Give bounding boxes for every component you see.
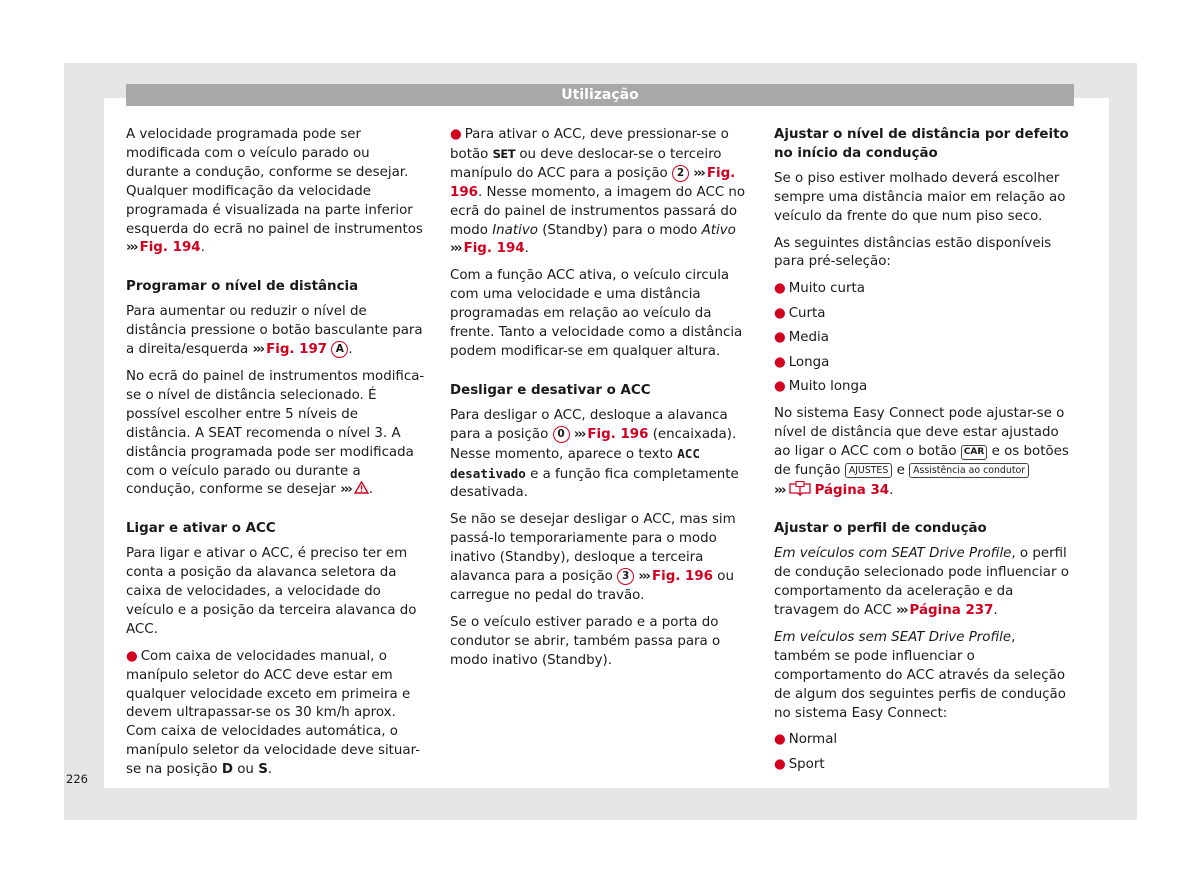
bullet-icon: ● [450, 127, 462, 142]
figure-link[interactable]: Fig. 196 [651, 569, 713, 585]
paragraph-text: e a função fica completamente desativada. [450, 466, 739, 501]
paragraph-text: ou deve deslocar-se o terceiro manípulo do ACC para a posição [450, 146, 722, 181]
italic-text: Em veículos com SEAT Drive Profile [774, 546, 1012, 562]
paragraph: No sistema Easy Connect pode ajustar-se o nível de distância que deve estar ajustado ao ligar o ACC com o botão CAR e os botões de função AJUSTES e Assistência ao condutor ››› Página 34. [774, 405, 1069, 498]
paragraph-text: ou carregue no pedal do travão. [450, 569, 734, 603]
column-3 [774, 126, 1074, 780]
figure-link[interactable]: Fig. 194 [139, 240, 201, 256]
paragraph-text: Com caixa de velocidades manual, o manípulo seletor do ACC deve estar em qualquer velocidade exceto em primeira e devem ultrapassar-se os 30 km/h aprox. Com caixa de velocidades automática, o manípulo seletor da velocidade deve situar-se na posição [126, 648, 421, 778]
list-item-label: Normal [788, 732, 838, 748]
section-header: Utilização [126, 84, 1074, 106]
ref-arrows-icon: ››› [450, 241, 461, 257]
paragraph-text: A velocidade programada pode ser modificada com o veículo parado ou durante a condução, conforme se desejar. Qualquer modificação da velocidade programada é visualizada na parte inferior esquerda do ecrã no painel de instrumentos [126, 127, 423, 237]
section-heading: Ajustar o nível de distância por defeito no início da condução [774, 127, 1069, 161]
ref-arrows-icon: ››› [573, 426, 585, 442]
mode-name: Inativo [492, 222, 538, 238]
paragraph-text: e os botões de função [774, 443, 1069, 478]
bullet-icon: ● [774, 305, 786, 321]
figure-link[interactable]: Fig. 197 [266, 342, 328, 358]
paragraph-text: (encaixada). Nesse momento, aparece o texto [450, 426, 737, 462]
list-item [774, 756, 1074, 775]
list-item [774, 731, 1074, 750]
list-item [774, 354, 1074, 373]
page-number: 226 [66, 772, 88, 786]
paragraph-text: Para desligar o ACC, desloque a alavanca para a posição [450, 407, 728, 442]
paragraph-text: (Standby) para o modo [542, 222, 698, 238]
bullet-icon: ● [774, 354, 786, 370]
list-item-label: Muito curta [788, 281, 865, 297]
ref-arrows-icon: ››› [895, 603, 907, 619]
paragraph: As seguintes distâncias estão disponíveis para pré-seleção: [774, 235, 1052, 270]
paragraph: No ecrã do painel de instrumentos modifica-se o nível de distância selecionado. É possível escolher entre 5 níveis de distância. A SEAT recomenda o nível 3. A distância programada pode ser modificada com o veículo parado ou durante a condução, conforme se desejar ››› . [126, 368, 425, 498]
list-item-label: Muito longa [788, 378, 868, 394]
callout-circle: 2 [672, 165, 689, 182]
section-heading: Desligar e desativar o ACC [450, 382, 651, 398]
bullet-icon: ● [774, 281, 786, 297]
distance-list [774, 280, 1074, 397]
column-2 [450, 126, 750, 679]
column-1 [126, 126, 426, 788]
paragraph: Se o piso estiver molhado deverá escolher sempre uma distância maior em relação ao veículo da frente do que num piso seco. [774, 170, 1066, 224]
bullet-paragraph: ● Com caixa de velocidades manual, o manípulo seletor do ACC deve estar em qualquer velocidade exceto em primeira e devem ultrapassar-se os 30 km/h aprox. Com caixa de velocidades automática, o manípulo seletor da velocidade deve situar-se na posição D ou S. [126, 648, 421, 778]
connector-text: e [896, 462, 905, 478]
set-key: SET [492, 146, 516, 161]
ref-arrows-icon: ››› [252, 342, 264, 358]
paragraph [450, 407, 750, 504]
page-link[interactable]: Página 34 [814, 482, 890, 498]
connector-text: ou [237, 762, 254, 778]
page-link[interactable]: Página 237 [909, 603, 994, 619]
list-item-label: Sport [788, 756, 825, 772]
callout-circle: 0 [553, 426, 570, 443]
list-item-label: Curta [788, 305, 826, 321]
list-item-label: Media [788, 330, 829, 346]
warning-icon[interactable] [354, 481, 369, 494]
list-item [774, 305, 1074, 324]
ref-arrows-icon: ››› [126, 240, 137, 256]
paragraph-text: Para ativar o ACC, deve pressionar-se o botão [450, 127, 729, 162]
mode-name: Ativo [701, 222, 736, 238]
list-item [774, 329, 1074, 348]
section-heading: Ajustar o perfil de condução [774, 521, 987, 537]
paragraph-text: Nesse momento, a imagem do ACC no ecrã do painel de instrumentos passará do modo [450, 184, 746, 238]
book-icon [788, 481, 812, 496]
figure-link[interactable]: Fig. 196 [587, 426, 649, 442]
section-heading: Programar o nível de distância [126, 279, 359, 295]
paragraph-text: No sistema Easy Connect pode ajustar-se o nível de distância que deve estar ajustado ao ligar o ACC com o botão [774, 405, 1065, 459]
ref-arrows-icon: ››› [638, 569, 649, 585]
paragraph: Em veículos com SEAT Drive Profile, o perfil de condução selecionado pode influenciar o comportamento da aceleração e da travagem do ACC ››› Página 237. [774, 546, 1069, 619]
paragraph-text: , também se pode influenciar o comportamento do ACC através da seleção de algum dos seguintes perfis de condução no sistema Easy Connect: [774, 629, 1066, 721]
car-key: CAR [961, 445, 988, 460]
bullet-icon: ● [774, 756, 786, 772]
figure-link[interactable]: Fig. 196 [450, 165, 736, 200]
assistencia-function-button: Assistência ao condutor [909, 463, 1029, 478]
italic-text: Em veículos sem SEAT Drive Profile [774, 629, 1012, 645]
callout-circle: A [331, 341, 348, 358]
profile-list [774, 731, 1074, 774]
figure-link[interactable]: Fig. 194 [463, 241, 525, 257]
paragraph [450, 511, 750, 606]
gear-position: D [221, 762, 233, 778]
bullet-icon: ● [774, 378, 786, 394]
bullet-icon: ● [126, 648, 138, 664]
paragraph: Com a função ACC ativa, o veículo circula com uma velocidade e uma distância programadas em relação ao veículo da frente. Tanto a velocidade como a distância podem modificar-se em qualquer altura. [450, 268, 743, 359]
bullet-icon: ● [774, 732, 786, 748]
paragraph: Para ligar e ativar o ACC, é preciso ter em conta a posição da alavanca seletora da caixa de velocidades, a velocidade do veículo e a posição da terceira alavanca do ACC. [126, 546, 417, 637]
ajustes-function-button: AJUSTES [845, 463, 893, 478]
paragraph-text: No ecrã do painel de instrumentos modifica-se o nível de distância selecionado. É possível escolher entre 5 níveis de distância. A SEAT recomenda o nível 3. A distância programada pode ser modificada com o veículo parado ou durante a condução, conforme se desejar [126, 368, 425, 498]
section-heading: Ligar e ativar o ACC [126, 521, 276, 537]
gear-position: S [258, 762, 268, 778]
bullet-icon: ● [774, 330, 786, 346]
paragraph: Para aumentar ou reduzir o nível de distância pressione o botão basculante para a direita/esquerda ››› Fig. 197 A . [126, 304, 423, 358]
ref-arrows-icon: ››› [774, 482, 785, 498]
list-item-label: Longa [788, 354, 830, 370]
paragraph-text: , o perfil de condução selecionado pode influenciar o comportamento da aceleração e da travagem do ACC [774, 546, 1069, 619]
list-item [774, 280, 1074, 299]
paragraph-text: Se não se desejar desligar o ACC, mas sim passá-lo temporariamente para o modo inativo (Standby), desloque a terceira alavanca para a posição [450, 512, 736, 585]
ref-arrows-icon: ››› [340, 482, 351, 498]
paragraph: Se o veículo estiver parado e a porta do condutor se abrir, também passa para o modo inativo (Standby). [450, 614, 721, 668]
list-item [774, 378, 1074, 397]
paragraph [774, 629, 1074, 724]
bullet-paragraph: ● Para ativar o ACC, deve pressionar-se o botão SET ou deve deslocar-se o terceiro manípulo do ACC para a posição 2 ››› Fig. 196. Nesse momento, a imagem do ACC no ecrã do painel de instrumentos passará do modo Inativo (Standby) para o modo Ativo ››› Fig. 194. [450, 127, 746, 257]
display-text: ACC desativado [450, 445, 700, 481]
callout-circle: 3 [617, 568, 634, 585]
paragraph-text: Para aumentar ou reduzir o nível de distância pressione o botão basculante para a direita/esquerda [126, 304, 423, 358]
ref-arrows-icon: ››› [693, 165, 704, 181]
paragraph: A velocidade programada pode ser modificada com o veículo parado ou durante a condução, conforme se desejar. Qualquer modificação da velocidade programada é visualizada na parte inferior esquerda do ecrã no painel de instrumentos ››› Fig. 194. [126, 127, 423, 256]
